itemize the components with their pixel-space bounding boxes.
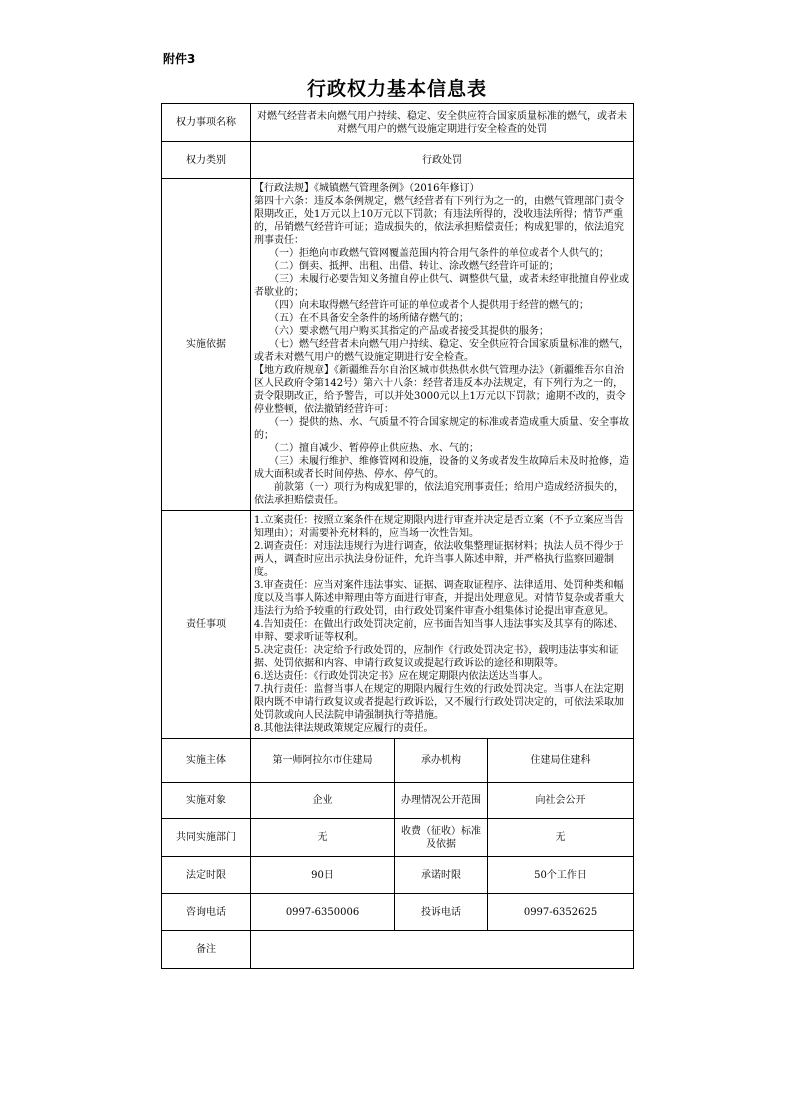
- basis-label: 实施依据: [162, 179, 251, 511]
- remarks-label: 备注: [162, 931, 251, 969]
- remarks-value: [251, 931, 634, 969]
- consult-phone-value: 0997-6350006: [251, 894, 395, 931]
- duty-paragraph: 7.执行责任：监督当事人在规定的期限内履行生效的行政处罚决定。当事人在法定期限内既不申请行政复议或者提起行政诉讼，又不履行行政处罚决定的，可依法采取加处罚款或向人民法院申请强制执行等措施。: [254, 684, 624, 721]
- info-table: [161, 103, 634, 969]
- row-target: [162, 783, 634, 819]
- undertaker-label: 承办机构: [395, 739, 488, 783]
- basis-paragraph: （三）未履行必要告知义务擅自停止供气、调整供气量，或者未经审批擅自停业或者歇业的；: [254, 274, 629, 298]
- basis-paragraph: （一）提供的热、水、气质量不符合国家规定的标准或者造成重大质量、安全事故的；: [254, 417, 629, 441]
- row-subject: [162, 739, 634, 783]
- promised-limit-label: 承诺时限: [395, 857, 488, 894]
- basis-paragraph: 【行政法规】《城镇燃气管理条例》（2016年修订）: [254, 183, 480, 194]
- row-duty: [162, 511, 634, 739]
- basis-paragraph: 前款第（一）项行为构成犯罪的，依法追究刑事责任；给用户造成经济损失的，依法承担赔偿责任。: [254, 482, 624, 506]
- duty-paragraph: 8.其他法律法规政策规定应履行的责任。: [254, 723, 434, 734]
- power-type-value: 行政处罚: [251, 142, 634, 179]
- duty-paragraph: 1.立案责任：按照立案条件在规定期限内进行审查并决定是否立案（不予立案应当告知理由）；对需要补充材料的，应当场一次性告知。: [254, 515, 624, 539]
- legal-limit-label: 法定时限: [162, 857, 251, 894]
- basis-paragraph: （二）倒卖、抵押、出租、出借、转让、涂改燃气经营许可证的；: [254, 261, 559, 272]
- basis-paragraph: 第四十六条：违反本条例规定，燃气经营者有下列行为之一的，由燃气管理部门责令限期改正，处1万元以上10万元以下罚款；有违法所得的，没收违法所得；情节严重的，吊销燃气经营许可证；造成损失的，依法承担赔偿责任；构成犯罪的，依法追究刑事责任：: [254, 196, 624, 246]
- basis-paragraph: 【地方政府规章】《新疆维吾尔自治区城市供热供水供气管理办法》（新疆维吾尔自治区人民政府令第142号）第六十八条：经营者违反本办法规定，有下列行为之一的，责令限期改正，给予警告，可以并处3000元以上1万元以下罚款；逾期不改的，责令停业整顿，依法撤销经营许可：: [254, 365, 626, 415]
- duty-paragraph: 4.告知责任：在做出行政处罚决定前，应书面告知当事人违法事实及其享有的陈述、申辩、要求听证等权利。: [254, 619, 624, 643]
- duty-paragraph: 3.审查责任：应当对案件违法事实、证据、调查取证程序、法律适用、处罚种类和幅度以及当事人陈述申辩理由等方面进行审查，并提出处理意见。对情节复杂或者重大违法行为给予较重的行政处罚，由行政处罚案件审查小组集体讨论提出审查意见。: [254, 580, 624, 617]
- attachment-label: 附件3: [163, 52, 196, 66]
- subject-label: 实施主体: [162, 739, 251, 783]
- co-dept-value: 无: [251, 819, 395, 857]
- basis-paragraph: （七）燃气经营者未向燃气用户持续、稳定、安全供应符合国家质量标准的燃气，或者未对燃气用户的燃气设施定期进行安全检查。: [254, 339, 629, 363]
- power-name-label: 权力事项名称: [162, 104, 251, 142]
- duty-label: 责任事项: [162, 511, 251, 739]
- duty-paragraph: 2.调查责任：对违法违规行为进行调查，依法收集整理证据材料；执法人员不得少于两人，调查时应出示执法身份证件，允许当事人陈述申辩，并严格执行监察回避制度。: [254, 541, 624, 578]
- complaint-phone-label: 投诉电话: [395, 894, 488, 931]
- basis-paragraph: （六）要求燃气用户购买其指定的产品或者接受其提供的服务；: [254, 326, 549, 337]
- target-value: 企业: [251, 783, 395, 819]
- subject-value: 第一师阿拉尔市住建局: [251, 739, 395, 783]
- duty-paragraph: 6.送达责任：《行政处罚决定书》应在规定期限内依法送达当事人。: [254, 671, 549, 682]
- disclosure-label: 办理情况公开范围: [395, 783, 488, 819]
- duty-value: [251, 511, 634, 739]
- duty-paragraph: 5.决定责任：决定给予行政处罚的，应制作《行政处罚决定书》，载明违法事实和证据、处罚依据和内容、申请行政复议或提起行政诉讼的途径和期限等。: [254, 645, 619, 669]
- consult-phone-label: 咨询电话: [162, 894, 251, 931]
- undertaker-value: 住建局住建科: [488, 739, 634, 783]
- fee-value: 无: [488, 819, 634, 857]
- page-title: 行政权力基本信息表: [306, 78, 487, 100]
- row-power-name: [162, 104, 634, 142]
- power-name-value: 对燃气经营者未向燃气用户持续、稳定、安全供应符合国家质量标准的燃气，或者未对燃气用户的燃气设施定期进行安全检查的处罚: [251, 104, 634, 142]
- row-remarks: [162, 931, 634, 969]
- power-type-label: 权力类别: [162, 142, 251, 179]
- row-phone: [162, 894, 634, 931]
- basis-paragraph: （四）向未取得燃气经营许可证的单位或者个人提供用于经营的燃气的；: [254, 300, 589, 311]
- basis-paragraph: （二）擅自减少、暂停停止供应热、水、气的；: [254, 443, 479, 454]
- target-label: 实施对象: [162, 783, 251, 819]
- row-basis: [162, 179, 634, 511]
- promised-limit-value: 50个工作日: [488, 857, 634, 894]
- basis-paragraph: （五）在不具备安全条件的场所储存燃气的；: [254, 313, 469, 324]
- row-time-limit: [162, 857, 634, 894]
- row-co-dept: [162, 819, 634, 857]
- basis-paragraph: （三）未履行维护、维修管网和设施，设备的义务或者发生故障后未及时抢修，造成大面积或者长时间停热、停水、停气的。: [254, 456, 629, 480]
- basis-value: [251, 179, 634, 511]
- row-power-type: [162, 142, 634, 179]
- disclosure-value: 向社会公开: [488, 783, 634, 819]
- legal-limit-value: 90日: [251, 857, 395, 894]
- basis-paragraph: （一）拒绝向市政燃气管网覆盖范围内符合用气条件的单位或者个人供气的；: [254, 248, 609, 259]
- complaint-phone-value: 0997-6352625: [488, 894, 634, 931]
- fee-label: 收费（征收）标准及依据: [395, 819, 488, 857]
- co-dept-label: 共同实施部门: [162, 819, 251, 857]
